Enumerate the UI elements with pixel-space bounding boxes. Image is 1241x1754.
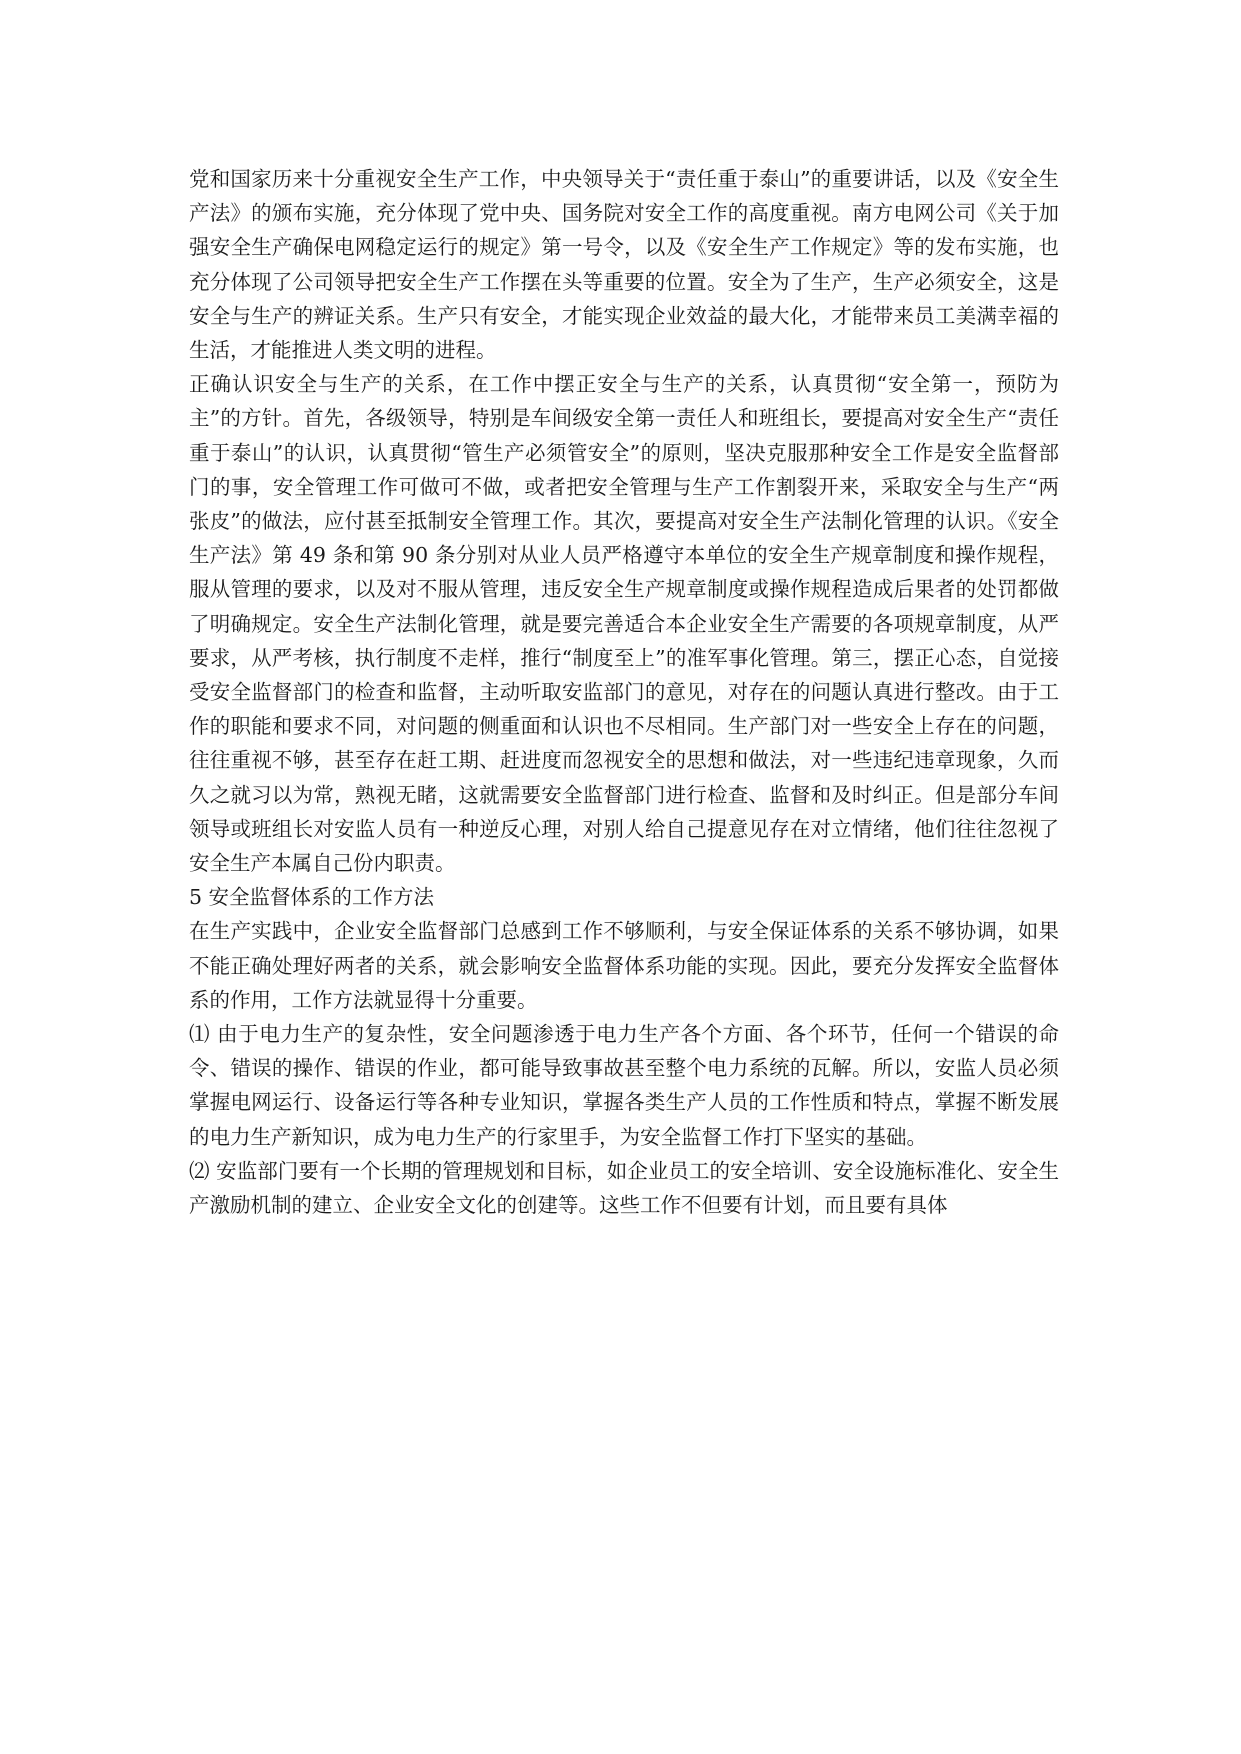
paragraph-safety-production-relationship: 正确认识安全与生产的关系，在工作中摆正安全与生产的关系，认真贯彻“安全第一，预防为主”的方针。首先，各级领导，特别是车间级安全第一责任人和班组长，要提高对安全生产“责任重于泰山”的认识，认真贯彻“管生产必须管安全”的原则，坚决克服那种安全工作是安全监督部门的事，安全管理工作可做可不做，或者把安全管理与生产工作割裂开来，采取安全与生产“两张皮”的做法，应付甚至抵制安全管理工作。其次，要提高对安全生产法制化管理的认识。《安全生产法》第 49 条和第 90 条分别对从业人员严格遵守本单位的安全生产规章制度和操作规程，服从管理的要求，以及对不服从管理，违反安全生产规章制度或操作规程造成后果者的处罚都做了明确规定。安全生产法制化管理，就是要完善适合本企业安全生产需要的各项规章制度，从严要求，从严考核，执行制度不走样，推行“制度至上”的准军事化管理。第三，摆正心态，自觉接受安全监督部门的检查和监督，主动听取安监部门的意见，对存在的问题认真进行整改。由于工作的职能和要求不同，对问题的侧重面和认识也不尽相同。生产部门对一些安全上存在的问题，往往重视不够，甚至存在赶工期、赶进度而忽视安全的思想和做法，对一些违纪违章现象，久而久之就习以为常，熟视无睹，这就需要安全监督部门进行检查、监督和及时纠正。但是部分车间领导或班组长对安监人员有一种逆反心理，对别人给自己提意见存在对立情绪，他们往往忽视了安全生产本属自己份内职责。 — [189, 372, 1059, 876]
section-heading: 5 安全监督体系的工作方法 — [189, 885, 435, 910]
paragraph-methods-intro: 在生产实践中，企业安全监督部门总感到工作不够顺利，与安全保证体系的关系不够协调，如果不能正确处理好两者的关系，就会影响安全监督体系功能的实现。因此，要充分发挥安全监督体系的作用，工作方法就显得十分重要。 — [189, 919, 1059, 1012]
document-body — [189, 162, 1059, 1222]
list-item-1: ⑴ 由于电力生产的复杂性，安全问题渗透于电力生产各个方面、各个环节，任何一个错误的命令、错误的操作、错误的作业，都可能导致事故甚至整个电力系统的瓦解。所以，安监人员必须掌握电网运行、设备运行等各种专业知识，掌握各类生产人员的工作性质和特点，掌握不断发展的电力生产新知识，成为电力生产的行家里手，为安全监督工作打下坚实的基础。 — [189, 1022, 1059, 1149]
paragraph-intro: 党和国家历来十分重视安全生产工作，中央领导关于“责任重于泰山”的重要讲话，以及《安全生产法》的颁布实施，充分体现了党中央、国务院对安全工作的高度重视。南方电网公司《关于加强安全生产确保电网稳定运行的规定》第一号令，以及《安全生产工作规定》等的发布实施，也充分体现了公司领导把安全生产工作摆在头等重要的位置。安全为了生产，生产必须安全，这是安全与生产的辨证关系。生产只有安全，才能实现企业效益的最大化，才能带来员工美满幸福的生活，才能推进人类文明的进程。 — [189, 167, 1059, 363]
list-item-2: ⑵ 安监部门要有一个长期的管理规划和目标，如企业员工的安全培训、安全设施标准化、安全生产激励机制的建立、企业安全文化的创建等。这些工作不但要有计划，而且要有具体 — [189, 1158, 1059, 1218]
